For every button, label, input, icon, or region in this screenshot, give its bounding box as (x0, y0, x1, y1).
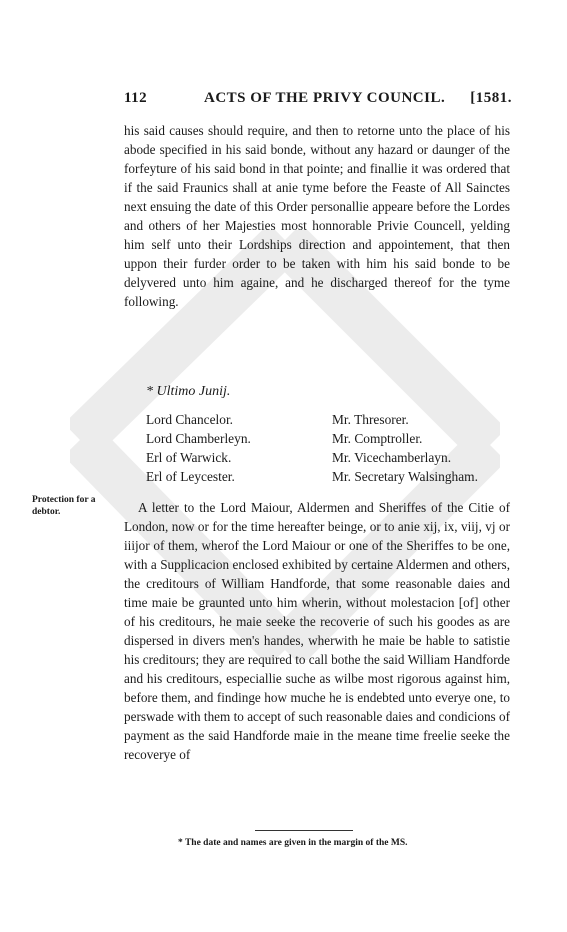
footnote-rule (255, 830, 353, 831)
member-name: Lord Chamberleyn. (146, 431, 251, 446)
member-name: Mr. Secretary Walsingham. (332, 469, 478, 484)
member-name: Mr. Comptroller. (332, 431, 423, 446)
page-number: 112 (124, 90, 148, 106)
running-year: [1581. (470, 90, 512, 106)
member-name: Lord Chancelor. (146, 412, 234, 427)
council-members-list (146, 410, 516, 486)
council-row (146, 429, 516, 448)
running-title: ACTS OF THE PRIVY COUNCIL. (204, 90, 446, 106)
running-header (124, 90, 512, 110)
paragraph-continued: his said causes should require, and then to retorne unto the place of his abode specified in his said bonde, without any hazard or daunger of the forfeyture of his said bond in that pointe; and finallie it was ordered that if the said Fraunics shall at anie tyme before the Feaste of All Sainctes next ensuing the date of this Order personallie appeare before the Lordes and others of her Majesties most honnorable Privie Councell, yelding him self unto their Lordships direction and appointement, that then uppon their furder order to be taken with him his said bonde to be delyvered unto him againe, and he discharged thereof for the tyme following. (124, 123, 510, 309)
member-name: Erl of Warwick. (146, 450, 232, 465)
margin-note: Protection for a debtor. (32, 495, 96, 517)
council-row (146, 448, 516, 467)
letter-paragraph: A letter to the Lord Maiour, Aldermen and Sheriffes of the Citie of London, now or for the time hereafter beinge, or to anie xij, ix, viij, vj or iiijor of them, wherof the Lord Maiour or one of the Sheriffes to be one, with a Supplicacion enclosed exhibited by certaine Aldermen and others, the creditours of William Handforde, that some reasonable daies and time maie be graunted unto him wherin, without molestacion [of] other of his creditours, he maie seeke the recoverie of such his goodes as are dispersed in divers men's handes, wherwith he maie be hable to satistie his creditours; they are required to call bothe the said William Handforde and his creditours, especiallie suche as wilbe most rigorous against him, before them, and findinge how muche he is endebted unto everye one, to perswade with them to accept of such reasonable daies and condicions of payment as the said Handforde maie in the meane time freelie seeke the recoverye of (124, 500, 510, 762)
member-name: Mr. Thresorer. (332, 412, 409, 427)
member-name: Erl of Leycester. (146, 469, 235, 484)
date-heading: * Ultimo Junij. (146, 384, 231, 399)
council-row (146, 467, 516, 486)
member-name: Mr. Vicechamberlayn. (332, 450, 452, 465)
council-row (146, 410, 516, 429)
footnote: * The date and names are given in the margin of the MS. (178, 838, 408, 848)
